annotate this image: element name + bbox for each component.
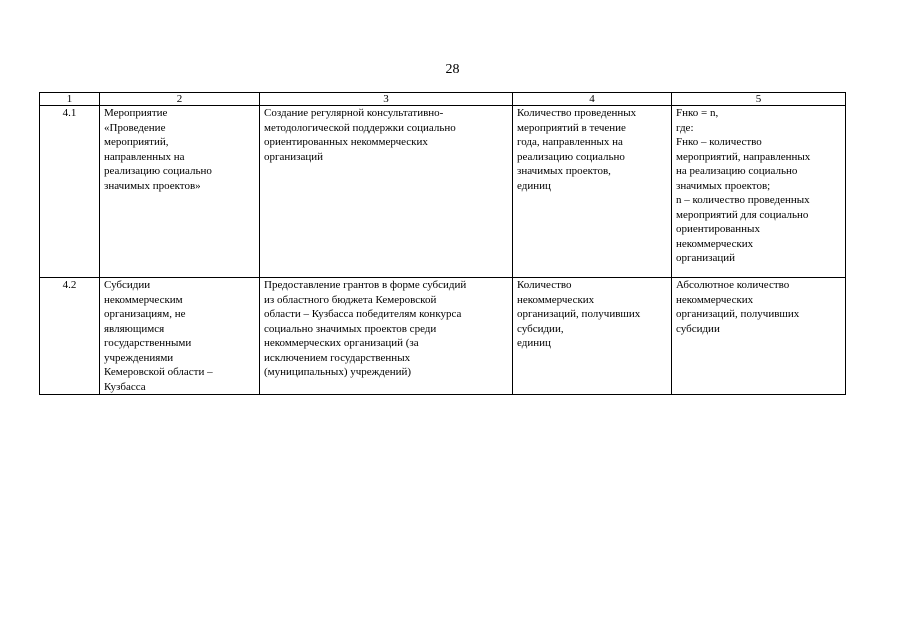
page-number: 28 (445, 62, 460, 77)
indicator-cell: Количество некоммерческих организаций, получивших субсидии, единиц (513, 278, 672, 395)
formula-cell: Fнко = n, где: Fнко – количество мероприятий, направленных на реализацию социально значимых проектов; n – количество проведенных мероприятий для социально ориентированных некоммерческих организаций (672, 106, 846, 278)
formula-cell: Абсолютное количество некоммерческих организаций, получивших субсидии (672, 278, 846, 395)
table-row (40, 278, 846, 395)
column-header-2: 2 (100, 93, 260, 106)
column-header-3: 3 (260, 93, 513, 106)
table-header-row (40, 93, 846, 106)
row-number-cell: 4.1 (40, 106, 100, 278)
event-name-cell: Субсидии некоммерческим организациям, не являющимся государственными учреждениями Кемеровской области – Кузбасса (100, 278, 260, 395)
event-description-cell: Предоставление грантов в форме субсидий из областного бюджета Кемеровской области – Кузбасса победителям конкурса социально значимых проектов среди некоммерческих организаций (за исключением государственных (муниципальных) учреждений) (260, 278, 513, 395)
event-description-cell: Создание регулярной консультативно- методологической поддержки социально ориентированных некоммерческих организаций (260, 106, 513, 278)
event-name-cell: Мероприятие «Проведение мероприятий, направленных на реализацию социально значимых проектов» (100, 106, 260, 278)
indicators-table (39, 92, 846, 395)
row-number-cell: 4.2 (40, 278, 100, 395)
column-header-1: 1 (40, 93, 100, 106)
column-header-5: 5 (672, 93, 846, 106)
indicator-cell: Количество проведенных мероприятий в течение года, направленных на реализацию социально значимых проектов, единиц (513, 106, 672, 278)
column-header-4: 4 (513, 93, 672, 106)
table-row (40, 106, 846, 278)
